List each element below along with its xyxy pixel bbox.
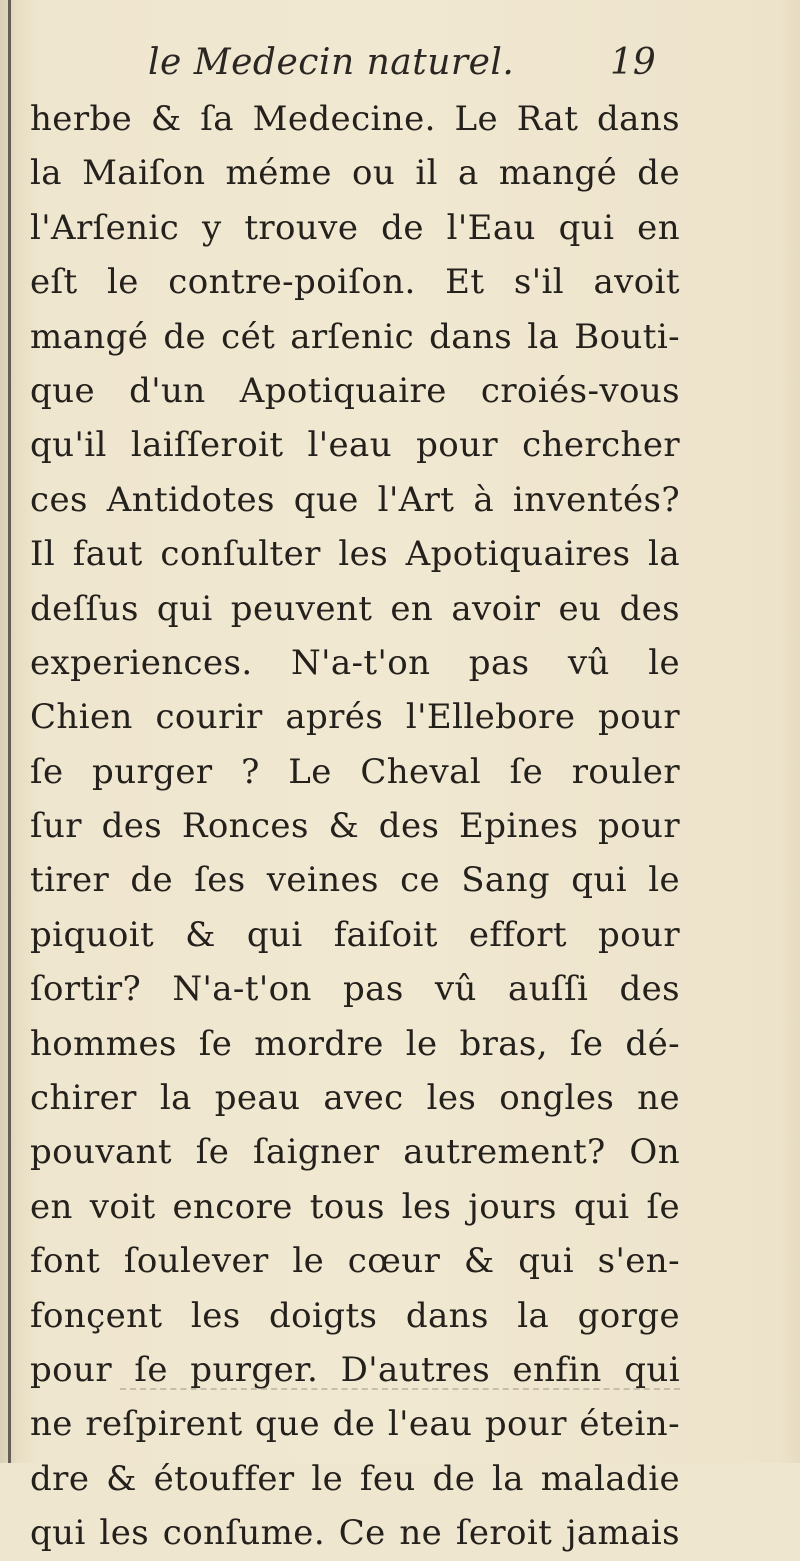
text-line: experiences. N'a-t'on pas vû le — [30, 642, 680, 683]
text-line: que d'un Apotiquaire croiés-vous — [30, 370, 680, 411]
text-line: eſt le contre-poiſon. Et s'il avoit — [30, 262, 680, 303]
text-line: qu'il laiſſeroit l'eau pour chercher — [30, 425, 680, 466]
text-line: hommes ſe mordre le bras, ſe dé- — [30, 1023, 680, 1064]
running-head — [0, 38, 800, 98]
text-line: pouvant ſe ſaigner autrement? On — [30, 1132, 680, 1173]
text-line: ſortir? N'a-t'on pas vû auſſi des — [30, 969, 680, 1010]
text-line: la Maiſon méme ou il a mangé de — [30, 153, 680, 194]
text-line: ſur des Ronces & des Epines pour — [30, 806, 680, 847]
bottom-show-through-marks — [120, 1388, 680, 1394]
text-line: qui les conſume. Ce ne ſeroit jamais — [30, 1513, 680, 1554]
text-line: herbe & ſa Medecine. Le Rat dans — [30, 99, 680, 139]
running-title: le Medecin naturel. — [148, 42, 515, 83]
text-line: fonçent les doigts dans la gorge — [30, 1295, 680, 1336]
text-line: ne reſpirent que de l'eau pour étein- — [30, 1404, 680, 1445]
text-line: dre & étouffer le feu de la maladie — [30, 1458, 680, 1499]
gutter-binding-line — [8, 0, 11, 1463]
text-line: deſſus qui peuvent en avoir eu des — [30, 588, 680, 629]
page-number: 19 — [610, 42, 656, 83]
text-line: ſe purger ? Le Cheval ſe rouler — [30, 751, 680, 792]
text-line: font ſoulever le cœur & qui s'en- — [30, 1241, 680, 1282]
text-line: chirer la peau avec les ongles ne — [30, 1078, 680, 1119]
body-text — [30, 92, 680, 1561]
text-line: Chien courir aprés l'Ellebore pour — [30, 697, 680, 738]
text-line: piquoit & qui faiſoit effort pour — [30, 914, 680, 955]
text-line: mangé de cét arſenic dans la Bouti- — [30, 316, 680, 357]
text-line: pour ſe purger. D'autres enfin qui — [30, 1349, 680, 1390]
text-line: en voit encore tous les jours qui ſe — [30, 1186, 680, 1227]
text-line: l'Arſenic y trouve de l'Eau qui en — [30, 207, 680, 248]
text-line: ces Antidotes que l'Art à inventés? — [30, 479, 680, 520]
text-line: tirer de ſes veines ce Sang qui le — [30, 860, 680, 901]
text-line: Il faut conſulter les Apotiquaires la — [30, 534, 680, 575]
